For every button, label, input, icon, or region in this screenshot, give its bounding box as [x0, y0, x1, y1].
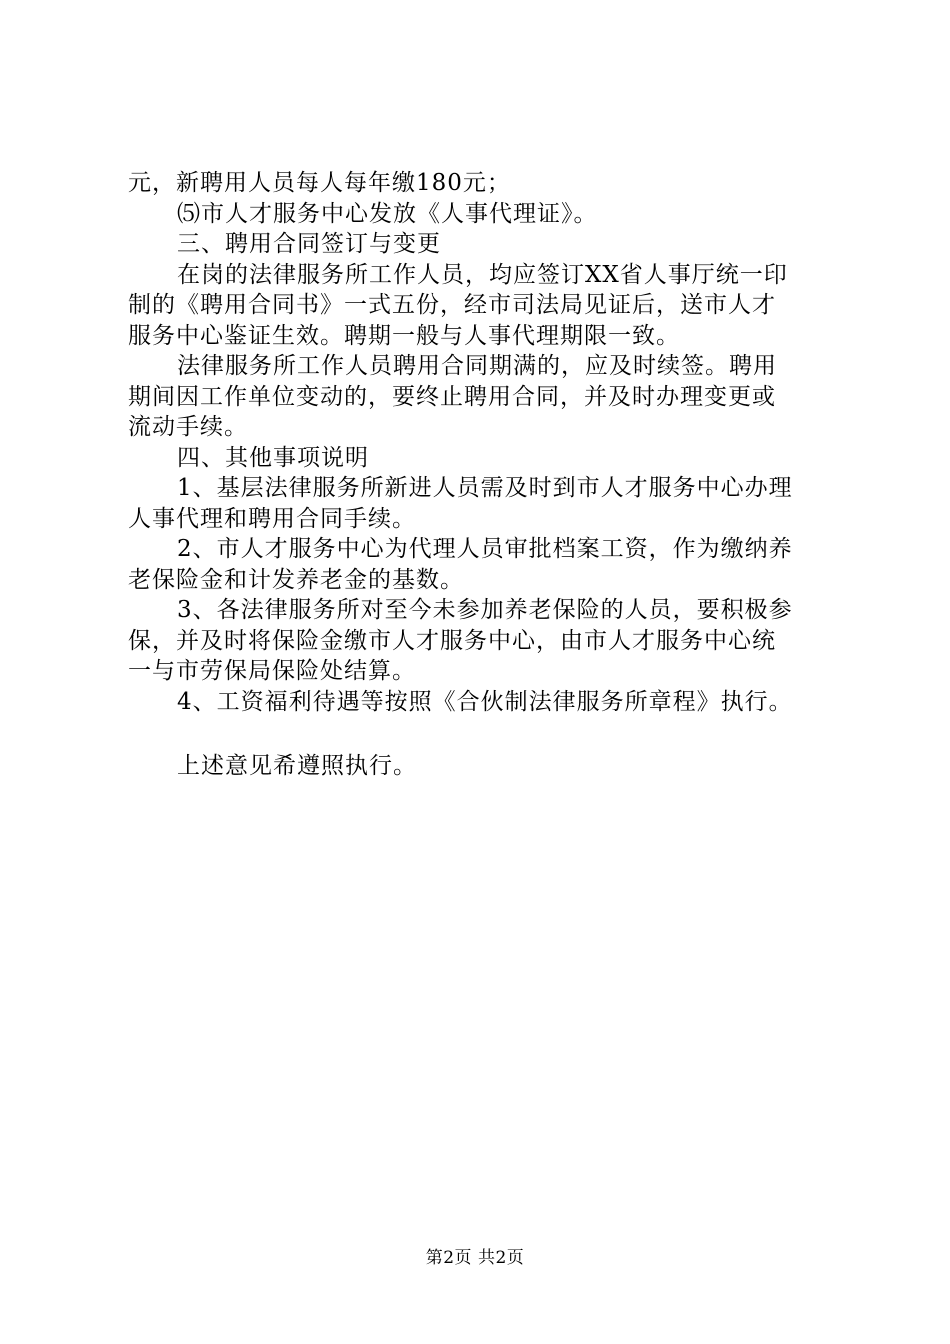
closing-line: 上述意见希遵照执行。 [177, 753, 417, 779]
paragraph-gap [128, 717, 840, 751]
paragraph-line: 期间因工作单位变动的，要终止聘用合同，并及时办理变更或 [128, 383, 776, 410]
list-item-line: 4、工资福利待遇等按照《合伙制法律服务所章程》执行。 [177, 688, 793, 715]
page-number: 第2页 共2页 [425, 1248, 525, 1268]
document-body [128, 168, 840, 782]
paragraph-line: 元，新聘用人员每人每年缴180元； [128, 170, 511, 196]
paragraph-line: 服务中心鉴证生效。聘期一般与人事代理期限一致。 [128, 322, 680, 349]
section-heading: 三、聘用合同签订与变更 [177, 231, 441, 257]
paragraph-line: 法律服务所工作人员聘用合同期满的，应及时续签。聘用 [177, 353, 777, 379]
paragraph-line: 流动手续。 [128, 414, 248, 440]
list-item-line: 人事代理和聘用合同手续。 [128, 505, 416, 532]
list-item-line: 保，并及时将保险金缴市人才服务中心，由市人才服务中心统 [128, 627, 776, 654]
section-heading: 四、其他事项说明 [177, 444, 369, 471]
paragraph-line: ⑸市人才服务中心发放《人事代理证》。 [177, 200, 598, 227]
list-item-line: 一与市劳保局保险处结算。 [128, 658, 416, 684]
paragraph-line: 在岗的法律服务所工作人员，均应签订XX省人事厅统一印 [177, 261, 788, 288]
list-item-line: 老保险金和计发养老金的基数。 [128, 566, 464, 593]
paragraph-line: 制的《聘用合同书》一式五份，经市司法局见证后，送市人才 [128, 292, 776, 318]
page-footer [0, 1243, 950, 1268]
list-item-line: 2、市人才服务中心为代理人员审批档案工资，作为缴纳养 [177, 536, 793, 562]
list-item-line: 3、各法律服务所对至今未参加养老保险的人员，要积极参 [177, 597, 793, 623]
list-item-line: 1、基层法律服务所新进人员需及时到市人才服务中心办理 [177, 475, 793, 501]
